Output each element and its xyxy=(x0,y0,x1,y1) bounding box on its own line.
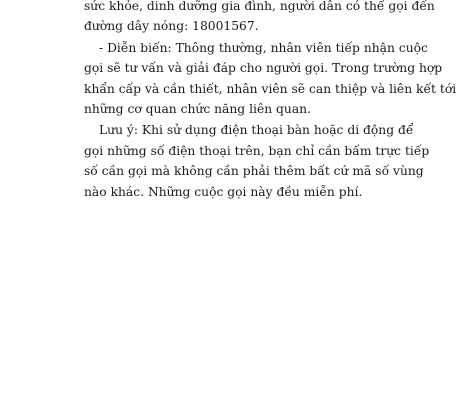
text-line xyxy=(99,38,428,59)
text-line-content: gọi sẽ tư vấn và giải đáp cho người gọi. Trong trường hợp xyxy=(84,61,443,75)
text-line-content: những cơ quan chức năng liên quan. xyxy=(84,102,312,116)
text-line-content: số cần gọi mà không cần phải thêm bất cứ mã số vùng xyxy=(84,164,424,178)
text-line-content: nào khác. Những cuộc gọi này đều miễn phí. xyxy=(84,185,363,199)
text-line xyxy=(99,120,414,141)
text-line-content: - Diễn biến: Thông thường, nhân viên tiếp nhận cuộc xyxy=(99,41,428,55)
text-line xyxy=(84,161,424,182)
text-line xyxy=(84,58,443,79)
text-line xyxy=(84,79,456,100)
text-line-content: đường dây nóng: 18001567. xyxy=(84,19,259,33)
text-line xyxy=(84,141,430,162)
text-line xyxy=(84,99,311,120)
text-line-content: khẩn cấp và cần thiết, nhân viên sẽ can thiệp và liên kết tới xyxy=(84,82,456,96)
text-line xyxy=(84,0,435,17)
text-line xyxy=(84,182,362,203)
text-line xyxy=(84,16,259,37)
text-line-content: gọi những số điện thoại trên, bạn chỉ cần bấm trực tiếp xyxy=(84,144,430,158)
text-line-content: Lưu ý: Khi sử dụng điện thoại bàn hoặc di động để xyxy=(99,123,414,137)
text-line-content: sức khỏe, dinh dưỡng gia đình, người dân có thể gọi đến xyxy=(84,0,435,13)
